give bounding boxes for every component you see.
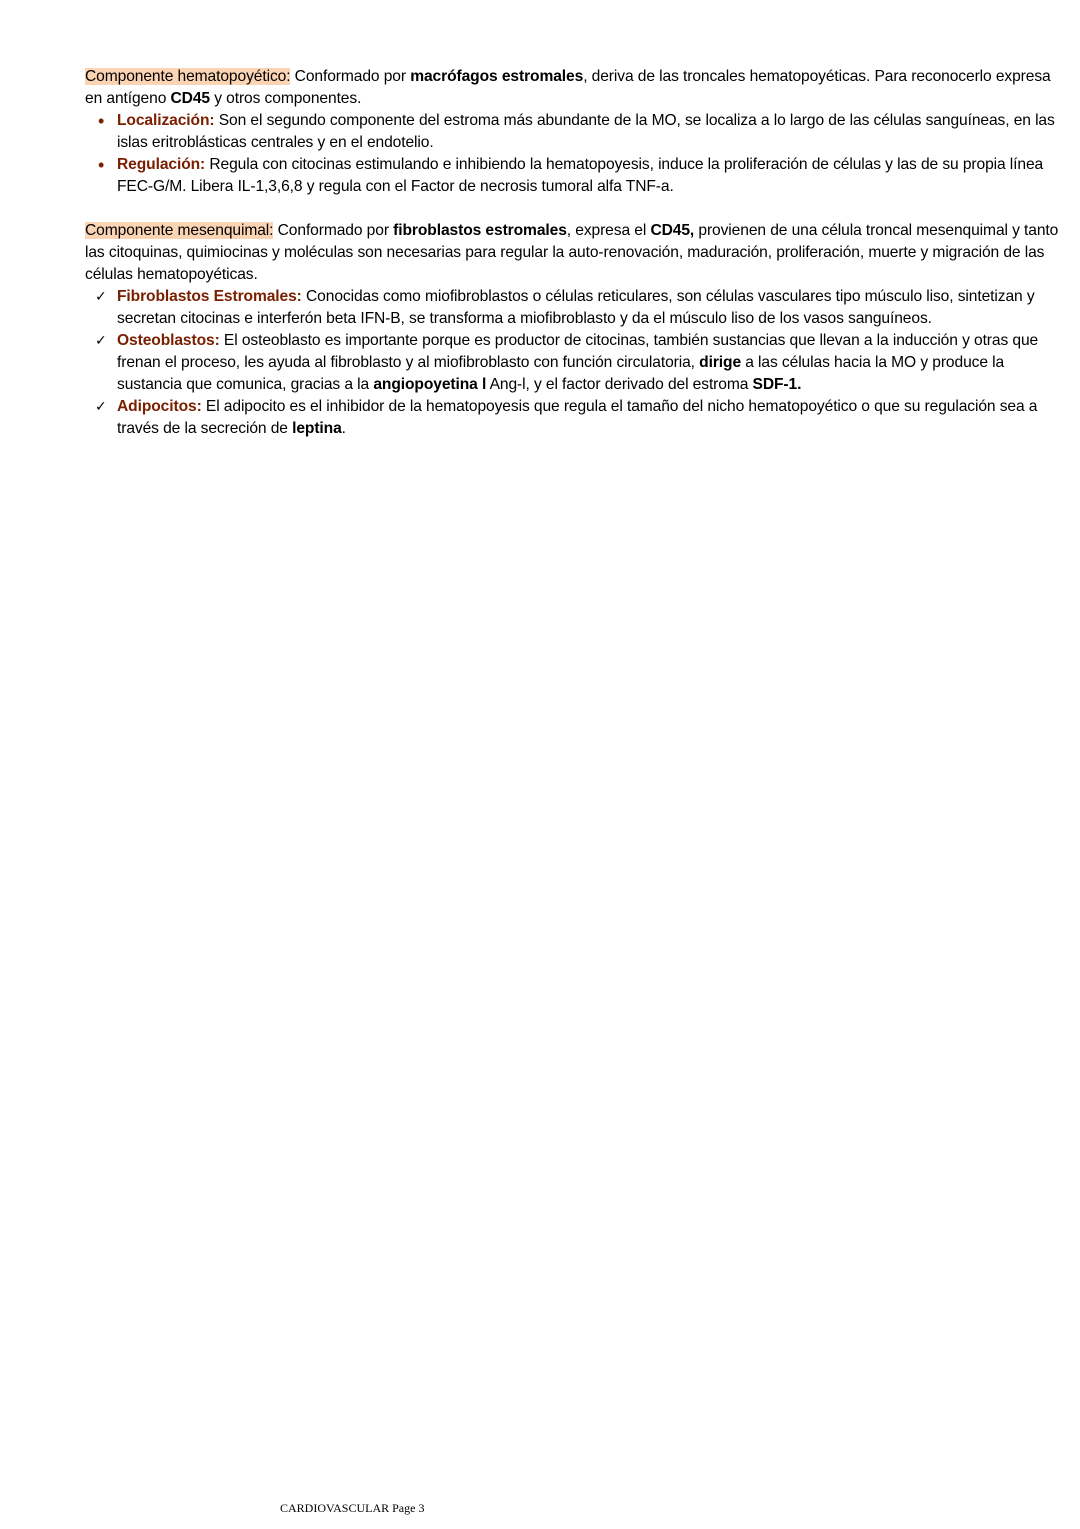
checkmark-icon: ✓ — [95, 333, 107, 349]
list-item — [85, 154, 1070, 198]
page-footer: CARDIOVASCULAR Page 3 — [280, 1501, 425, 1515]
section-hematopoietic — [85, 66, 1070, 198]
checkmark-icon: ✓ — [95, 399, 107, 415]
list-item — [85, 396, 1070, 440]
document-page — [85, 66, 1070, 462]
bold-run: leptina — [292, 420, 342, 437]
bold-run: fibroblastos estromales — [393, 222, 567, 239]
checkmark-icon: ✓ — [95, 289, 107, 305]
list-item — [85, 330, 1070, 396]
list-item — [85, 110, 1070, 154]
text-run: El osteoblasto es importante porque es productor de citocinas, también sustancias que llevan a la inducción y otras que frenan el proceso, les ayuda al fibroblasto y al miofibroblasto con función circulatoria, — [117, 332, 1039, 371]
mesenchymal-paragraph — [85, 220, 1070, 286]
bold-run: macrófagos estromales — [410, 68, 584, 85]
text-run: El adipocito es el inhibidor de la hematopoyesis que regula el tamaño del nicho hematopoyético o que su regulación sea a través de la secreción de — [117, 398, 1038, 437]
text-run: a las células hacia la MO y produce la sustancia que comunica, gracias a la — [117, 354, 1005, 393]
hematopoietic-heading: Componente hematopoyético: — [85, 68, 291, 85]
item-term: Osteoblastos: — [117, 332, 220, 349]
item-term: Regulación: — [117, 156, 206, 173]
item-term: Fibroblastos Estromales: — [117, 288, 302, 305]
mesenchymal-heading: Componente mesenquimal: — [85, 222, 274, 239]
item-text: Conocidas como miofibroblastos o células reticulares, son células vasculares tipo músculo liso, sintetizan y secretan citocinas e interferón beta IFN-B, se transforma a miofibroblasto y da el músculo liso de los vasos sanguíneos. — [117, 288, 1035, 327]
bold-run: CD45, — [650, 222, 695, 239]
text-run: , expresa el — [566, 222, 651, 239]
text-run: , deriva de las troncales hematopoyéticas. Para reconocerlo expresa en antígeno — [85, 68, 1051, 107]
bold-run: CD45 — [170, 90, 210, 107]
list-item — [85, 286, 1070, 330]
text-run: y otros componentes. — [209, 90, 362, 107]
bold-run: dirige — [699, 354, 742, 371]
hematopoietic-paragraph — [85, 66, 1070, 110]
text-run: Conformado por — [273, 222, 394, 239]
hematopoietic-list — [85, 110, 1070, 198]
item-text: Son el segundo componente del estroma más abundante de la MO, se localiza a lo largo de las células sanguíneas, en las islas eritroblásticas centrales y en el endotelio. — [117, 112, 1055, 151]
text-run: Conformado por — [290, 68, 411, 85]
bullet-icon: • — [98, 155, 105, 175]
bold-run: angiopoyetina l — [373, 376, 487, 393]
section-mesenchymal — [85, 220, 1070, 440]
item-text: Regula con citocinas estimulando e inhibiendo la hematopoyesis, induce la proliferación de células y las de su propia línea FEC-G/M. Libera IL-1,3,6,8 y regula con el Factor de necrosis tumoral alfa TNF-a. — [117, 156, 1044, 195]
mesenchymal-list — [85, 286, 1070, 440]
text-run: provienen de una célula troncal mesenquimal y tanto las citoquinas, quimiocinas y moléculas son necesarias para regular la auto-renovación, maduración, proliferación, muerte y migración de las células hematopoyéticas. — [85, 222, 1059, 283]
text-run: Ang-l, y el factor derivado del estroma — [486, 376, 753, 393]
item-term: Localización: — [117, 112, 215, 129]
bullet-icon: • — [98, 111, 105, 131]
text-run: . — [341, 420, 346, 437]
bold-run: SDF-1. — [752, 376, 802, 393]
item-term: Adipocitos: — [117, 398, 202, 415]
